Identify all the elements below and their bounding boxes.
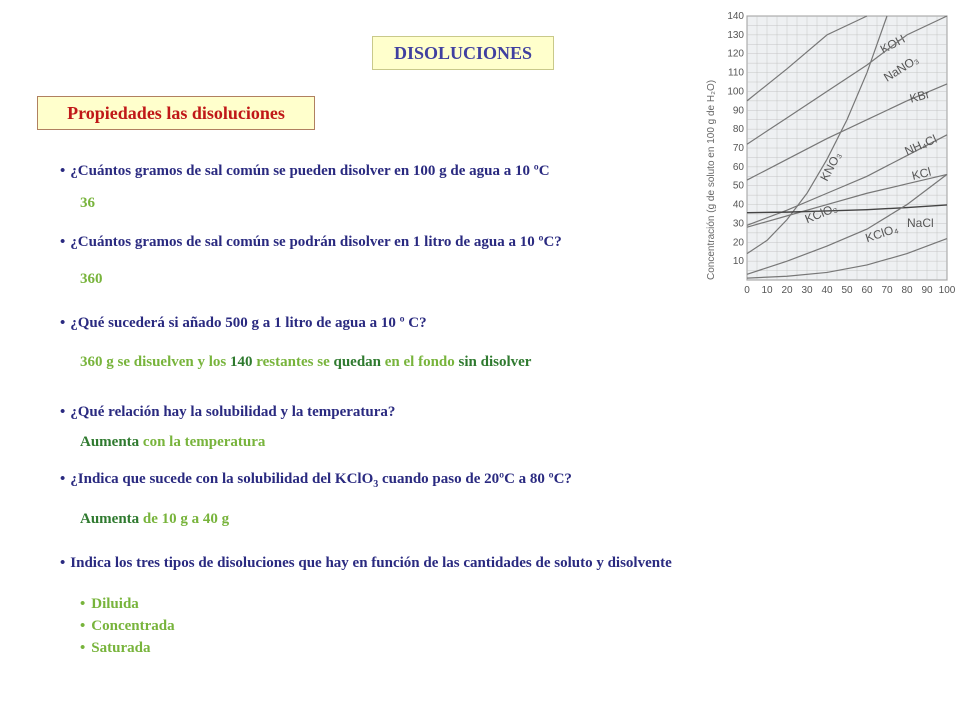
- x-tick-label: 10: [761, 285, 773, 296]
- list-item: • Diluida: [80, 596, 139, 612]
- series-label: NaNO₃: [881, 52, 922, 85]
- answer-4: Aumenta con la temperatura: [80, 434, 266, 450]
- bullet: •: [60, 404, 66, 420]
- series-label: NH₄Cl: [902, 131, 939, 159]
- question-3: • ¿Qué sucederá si añado 500 g a 1 litro de agua a 10 º C?: [60, 315, 427, 331]
- question-6: • Indica los tres tipos de disoluciones que hay en función de las cantidades de soluto y disolvente: [60, 555, 672, 571]
- series-label: KBr: [908, 86, 932, 106]
- y-tick-label: 110: [728, 67, 744, 79]
- x-tick-label: 20: [781, 285, 793, 296]
- question-4: • ¿Qué relación hay la solubilidad y la temperatura?: [60, 404, 396, 420]
- question-1: • ¿Cuántos gramos de sal común se pueden disolver en 100 g de agua a 10 ºC: [60, 163, 550, 179]
- solubility-chart: [700, 8, 956, 298]
- bullet: •: [60, 315, 66, 331]
- y-tick-label: 80: [732, 124, 744, 136]
- y-tick-label: 140: [727, 11, 744, 22]
- series-label: KClO₄: [863, 221, 900, 246]
- page-title: DISOLUCIONES: [372, 36, 554, 70]
- y-tick-label: 120: [727, 48, 744, 60]
- y-tick-label: 70: [732, 143, 744, 154]
- y-tick-label: 100: [727, 86, 744, 98]
- y-tick-label: 130: [727, 29, 744, 41]
- bullet: •: [60, 555, 66, 571]
- answer-5: Aumenta de 10 g a 40 g: [80, 511, 230, 527]
- y-tick-label: 60: [732, 161, 744, 173]
- bullet: •: [60, 163, 66, 179]
- y-tick-label: 20: [732, 237, 744, 249]
- series-label: KOH: [877, 31, 908, 57]
- bullet: •: [60, 234, 66, 250]
- answer-2: 360: [80, 271, 103, 287]
- question-2: • ¿Cuántos gramos de sal común se podrán disolver en 1 litro de agua a 10 ºC?: [60, 234, 562, 250]
- list-item: • Concentrada: [80, 618, 175, 634]
- section-subtitle: Propiedades las disoluciones: [37, 96, 315, 130]
- y-tick-label: 30: [732, 218, 744, 230]
- x-tick-label: 70: [881, 285, 893, 296]
- x-tick-label: 80: [901, 285, 913, 296]
- x-tick-label: 40: [821, 285, 833, 296]
- bullet: •: [60, 471, 66, 487]
- y-tick-label: 50: [732, 180, 744, 192]
- question-5: • ¿Indica que sucede con la solubilidad del KClO$_3$ cuando paso de 20ºC a 80 ºC?: [60, 471, 572, 490]
- x-tick-label: 30: [801, 285, 813, 296]
- series-label: NaCl: [907, 216, 934, 231]
- series-label: KNO₃: [817, 149, 845, 184]
- x-tick-label: 50: [841, 285, 853, 296]
- y-tick-label: 40: [732, 199, 744, 211]
- x-tick-label: 60: [861, 285, 873, 296]
- x-tick-label: 100: [938, 285, 956, 296]
- x-tick-label: 0: [744, 285, 750, 296]
- list-item: • Saturada: [80, 640, 151, 656]
- series-label: KCl: [910, 164, 933, 183]
- y-tick-label: 10: [732, 256, 744, 268]
- x-tick-label: 90: [921, 285, 933, 296]
- answer-3: 360 g se disuelven y los 140 restantes se quedan en el fondo sin disolver: [80, 354, 532, 370]
- series-label: KClO₃: [802, 200, 840, 227]
- answer-1: 36: [80, 195, 95, 211]
- chart-ylabel: Concentración (g de soluto en 100 g de H₂O): [706, 79, 717, 280]
- solution-types-list: [80, 593, 175, 659]
- y-tick-label: 90: [732, 105, 744, 117]
